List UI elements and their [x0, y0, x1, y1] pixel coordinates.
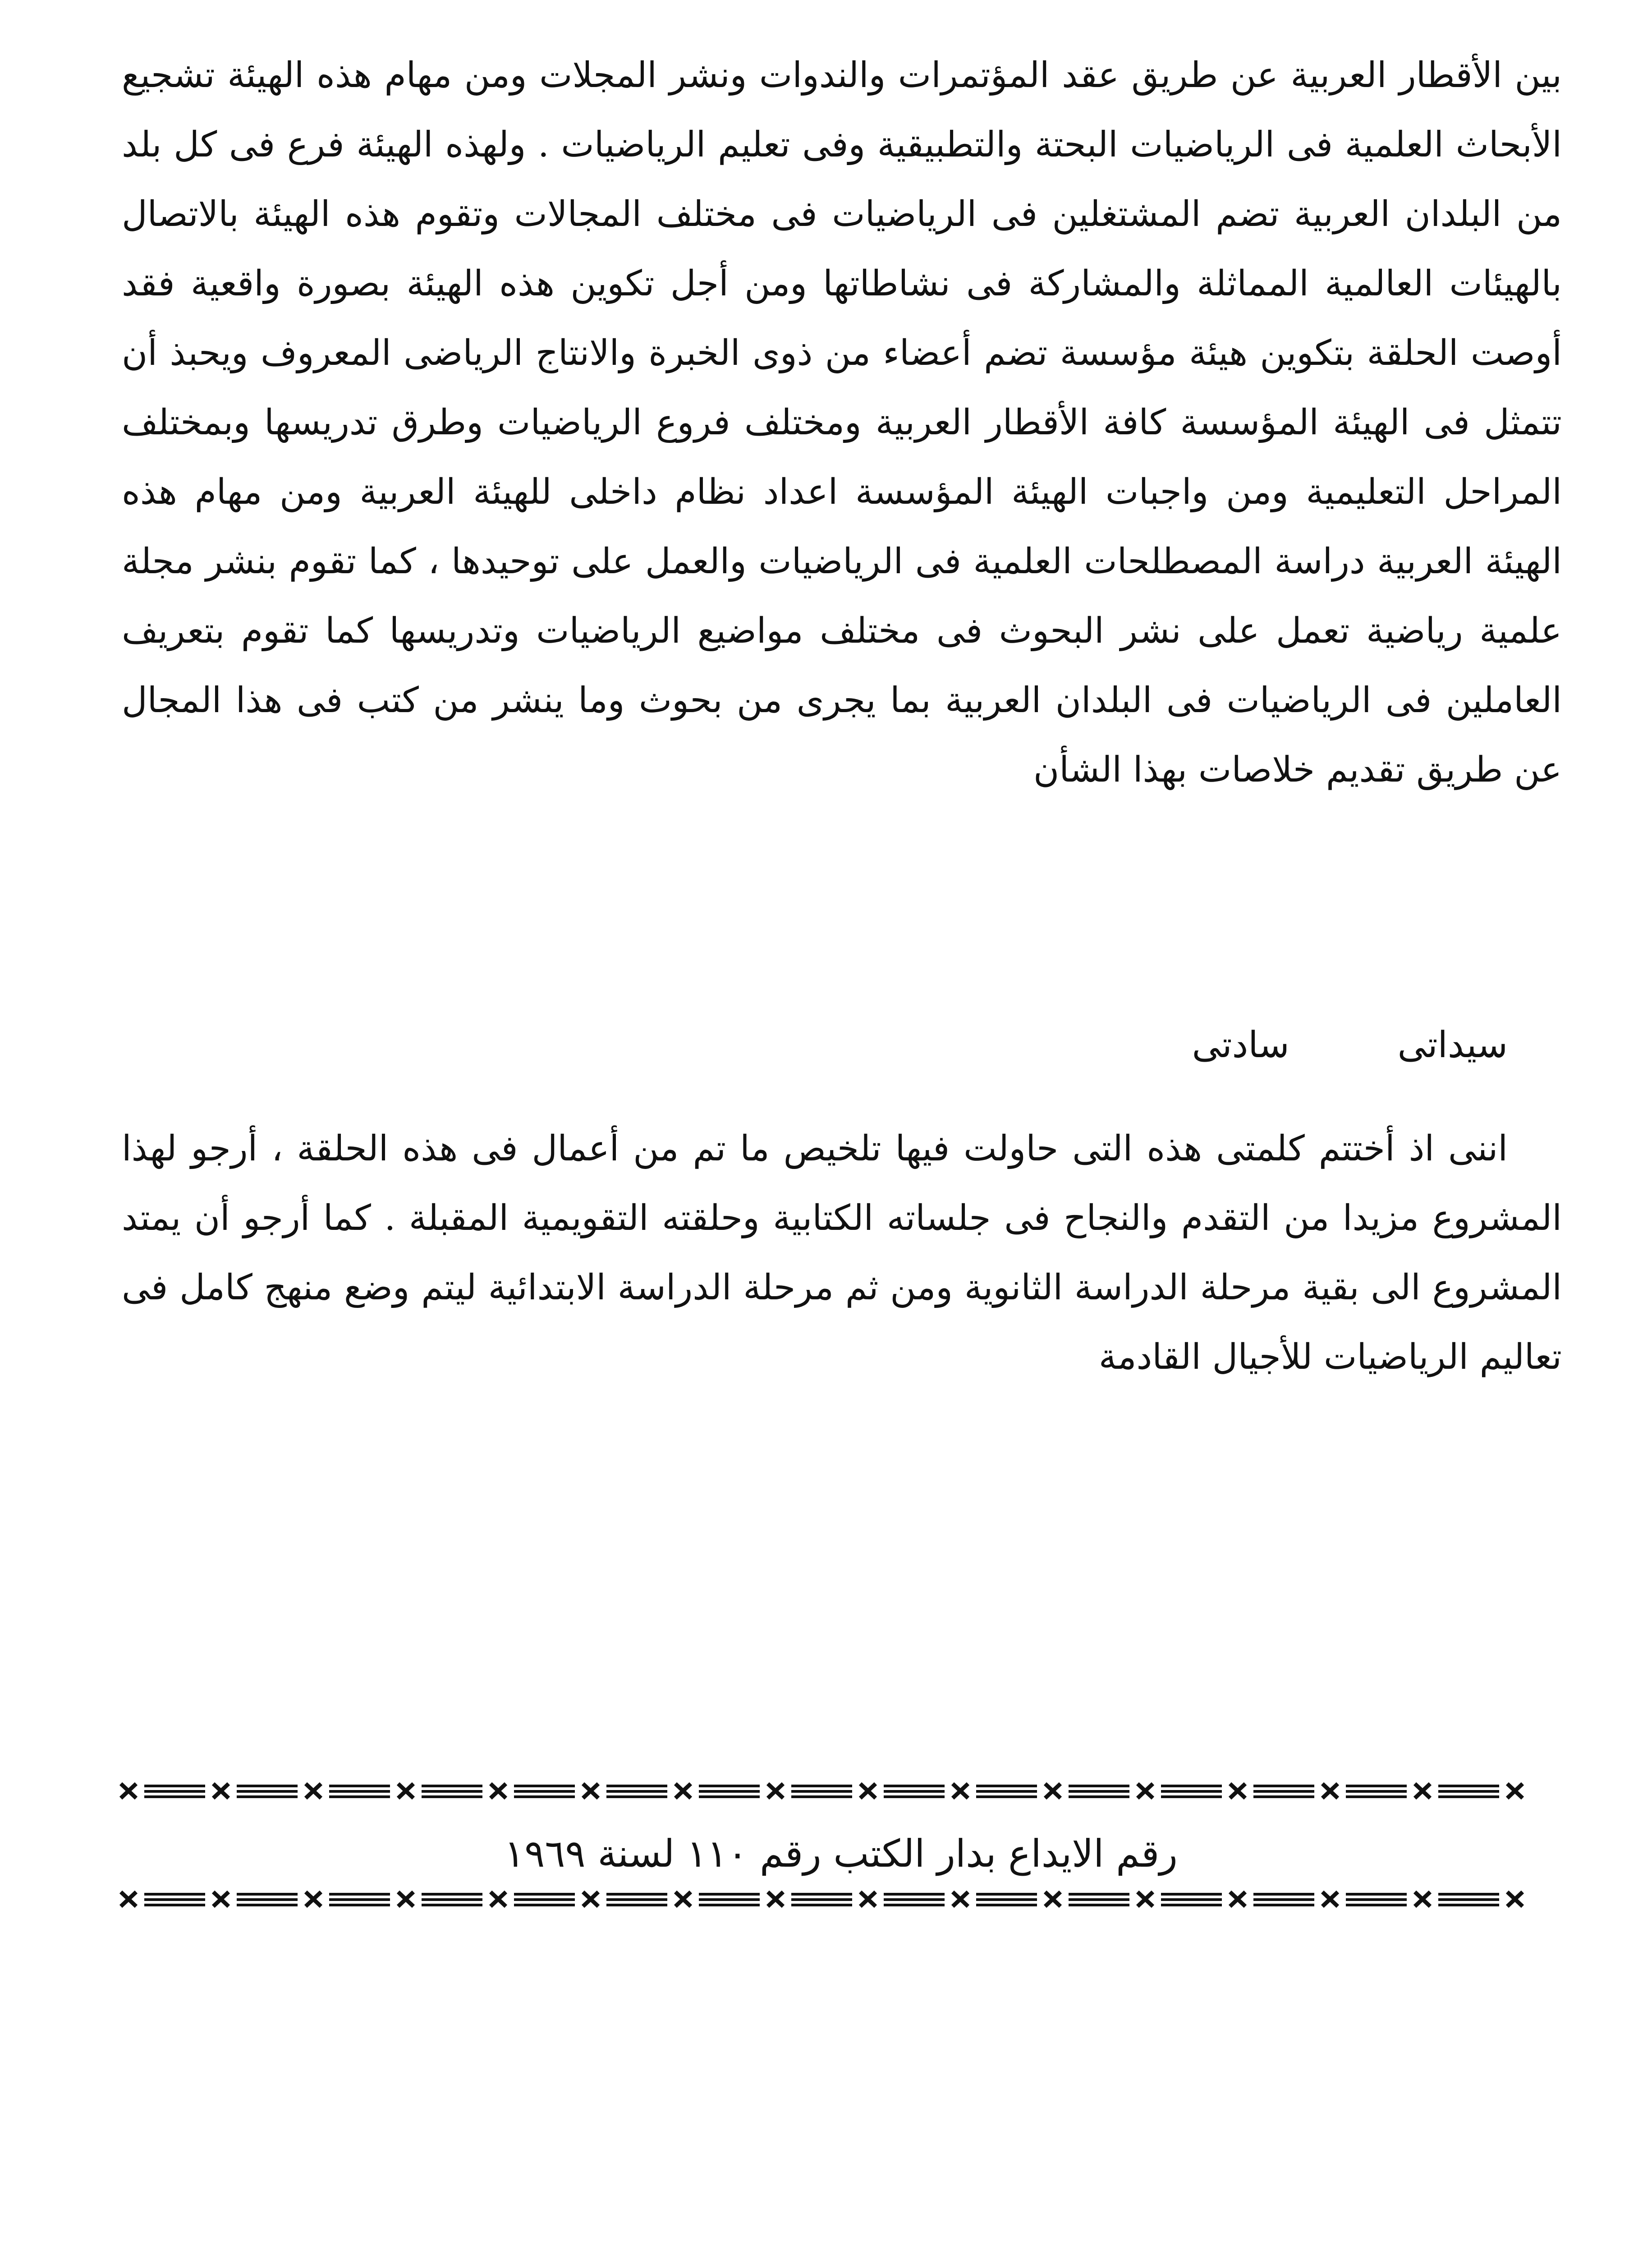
ornament-bar — [422, 1795, 482, 1798]
ornament-bar — [144, 1898, 205, 1901]
ornament-bar — [237, 1785, 298, 1787]
salutation-ladies: سيداتى — [1397, 1024, 1508, 1066]
ornament-bar — [699, 1898, 760, 1901]
ornament-bar — [1438, 1790, 1499, 1793]
ornament-bar — [144, 1785, 205, 1787]
ornament-bar — [237, 1790, 298, 1793]
ornament-bar — [1069, 1893, 1129, 1896]
ornament-bar — [606, 1904, 667, 1906]
ornament-bar — [976, 1904, 1037, 1906]
ornament-bar — [1069, 1898, 1129, 1901]
ornament-bar — [1438, 1898, 1499, 1901]
ornament-bar — [237, 1795, 298, 1798]
ornament-bar — [1438, 1904, 1499, 1906]
ornament-bar — [791, 1893, 852, 1896]
ornament-bar — [1438, 1785, 1499, 1787]
ornament-bar — [144, 1790, 205, 1793]
ornament-bar — [514, 1904, 575, 1906]
ornament-bar — [791, 1785, 852, 1787]
ornament-bar — [422, 1893, 482, 1896]
body-paragraph-1: بين الأقطار العربية عن طريق عقد المؤتمرات والندوات ونشر المجلات ومن مهام هذه الهيئة تشجيع الأبحاث العلمية فى الرياضيات البحتة والتطبيقية وفى تعليم الرياضيات . ولهذه الهيئة فرع فى كل بلد من البلدان العربية تضم المشتغلين فى الرياضيات فى مختلف المجالات وتقوم هذه الهيئة بالاتصال بالهيئات العالمية المماثلة والمشاركة فى نشاطاتها ومن أجل تكوين هذه الهيئة بصورة واقعية فقد أوصت الحلقة بتكوين هيئة مؤسسة تضم أعضاء من ذوى الخبرة والانتاج الرياضى المعروف ويحبذ أن تتمثل فى الهيئة المؤسسة كافة الأقطار العربية ومختلف فروع الرياضيات وطرق تدريسها وبمختلف المراحل التعليمية ومن واجبات الهيئة المؤسسة اعداد نظام داخلى للهيئة العربية ومن مهام هذه الهيئة العربية دراسة المصطلحات العلمية فى الرياضيات والعمل على توحيدها ، كما تقوم بنشر مجلة علمية رياضية تعمل على نشر البحوث فى مختلف مواضيع الرياضيات وتدريسها كما تقوم بتعريف العاملين فى الرياضيات فى البلدان العربية بما يجرى من بحوث وما ينشر من كتب فى هذا المجال عن طريق تقديم خلاصات بهذا الشأن — [122, 55, 1562, 790]
ornament-bar — [144, 1893, 205, 1896]
ornament-bar — [699, 1795, 760, 1798]
ornament-bar — [1069, 1795, 1129, 1798]
ornament-bar — [1253, 1785, 1314, 1787]
ornament-bar — [329, 1790, 390, 1793]
salutation-gentlemen: سادتى — [1192, 1024, 1289, 1066]
ornament-bar — [606, 1898, 667, 1901]
ornament-bar — [606, 1790, 667, 1793]
ornament-bar — [1346, 1898, 1407, 1901]
ornament-bar — [1161, 1898, 1222, 1901]
ornament-bar — [514, 1785, 575, 1787]
salutation — [1192, 1010, 1508, 1080]
ornament-bar — [1161, 1790, 1222, 1793]
ornamental-border-top — [117, 1779, 1565, 1803]
ornament-bar — [1253, 1893, 1314, 1896]
ornament-bar — [884, 1898, 945, 1901]
ornament-bar — [976, 1893, 1037, 1896]
body-paragraph-2: اننى اذ أختتم كلمتى هذه التى حاولت فيها تلخيص ما تم من أعمال فى هذه الحلقة ، أرجو لهذا المشروع مزيدا من التقدم والنجاح فى جلساته الكتابية وحلقته التقويمية المقبلة . كما أرجو أن يمتد المشروع الى بقية مرحلة الدراسة الثانوية ومن ثم مرحلة الدراسة الابتدائية ليتم وضع منهج كامل فى تعاليم الرياضيات للأجيال القادمة — [122, 1128, 1562, 1377]
ornament-bar — [422, 1904, 482, 1906]
ornament-bar — [884, 1785, 945, 1787]
ornament-bar — [791, 1795, 852, 1798]
ornament-bar — [1438, 1795, 1499, 1798]
ornament-bar — [422, 1785, 482, 1787]
ornament-bar — [1161, 1904, 1222, 1906]
ornament-bar — [237, 1904, 298, 1906]
ornament-bar — [884, 1790, 945, 1793]
ornament-bar — [699, 1790, 760, 1793]
ornament-bar — [514, 1898, 575, 1901]
ornament-bar — [514, 1893, 575, 1896]
ornament-bar — [422, 1790, 482, 1793]
ornament-bar — [791, 1898, 852, 1901]
ornament-bar — [1253, 1898, 1314, 1901]
ornament-bar — [329, 1893, 390, 1896]
ornament-bar — [606, 1893, 667, 1896]
ornament-bar — [606, 1785, 667, 1787]
ornament-bar — [329, 1898, 390, 1901]
ornament-bar — [1069, 1785, 1129, 1787]
ornament-bar — [1161, 1795, 1222, 1798]
ornament-bar — [1438, 1893, 1499, 1896]
ornament-bar — [976, 1898, 1037, 1901]
ornament-bar — [976, 1785, 1037, 1787]
ornament-bar — [237, 1898, 298, 1901]
ornament-bar — [1346, 1795, 1407, 1798]
ornament-bar — [1161, 1893, 1222, 1896]
ornament-bar — [1069, 1790, 1129, 1793]
ornament-bar — [144, 1795, 205, 1798]
ornament-bar — [1253, 1904, 1314, 1906]
ornament-bar — [1161, 1785, 1222, 1787]
ornament-bar — [514, 1795, 575, 1798]
ornament-bar — [699, 1785, 760, 1787]
legal-deposit-line: رقم الايداع بدار الكتب رقم ١١٠ لسنة ١٩٦٩ — [504, 1832, 1178, 1876]
ornament-bar — [514, 1790, 575, 1793]
ornament-bar — [976, 1795, 1037, 1798]
ornament-bar — [329, 1904, 390, 1906]
ornament-bar — [884, 1795, 945, 1798]
ornament-bar — [699, 1893, 760, 1896]
ornament-bar — [1346, 1790, 1407, 1793]
ornament-bar — [1346, 1904, 1407, 1906]
ornament-bar — [237, 1893, 298, 1896]
ornament-bar — [1069, 1904, 1129, 1906]
ornament-bar — [329, 1795, 390, 1798]
ornament-bar — [606, 1795, 667, 1798]
ornament-bar — [699, 1904, 760, 1906]
ornament-bar — [976, 1790, 1037, 1793]
ornament-bar — [144, 1904, 205, 1906]
ornament-bar — [884, 1893, 945, 1896]
ornamental-border-bottom — [117, 1887, 1565, 1911]
ornament-bar — [1253, 1790, 1314, 1793]
ornament-bar — [1346, 1785, 1407, 1787]
ornament-bar — [1253, 1795, 1314, 1798]
ornament-bar — [329, 1785, 390, 1787]
ornament-bar — [422, 1898, 482, 1901]
ornament-bar — [791, 1904, 852, 1906]
ornament-bar — [1346, 1893, 1407, 1896]
ornament-bar — [791, 1790, 852, 1793]
ornament-bar — [884, 1904, 945, 1906]
